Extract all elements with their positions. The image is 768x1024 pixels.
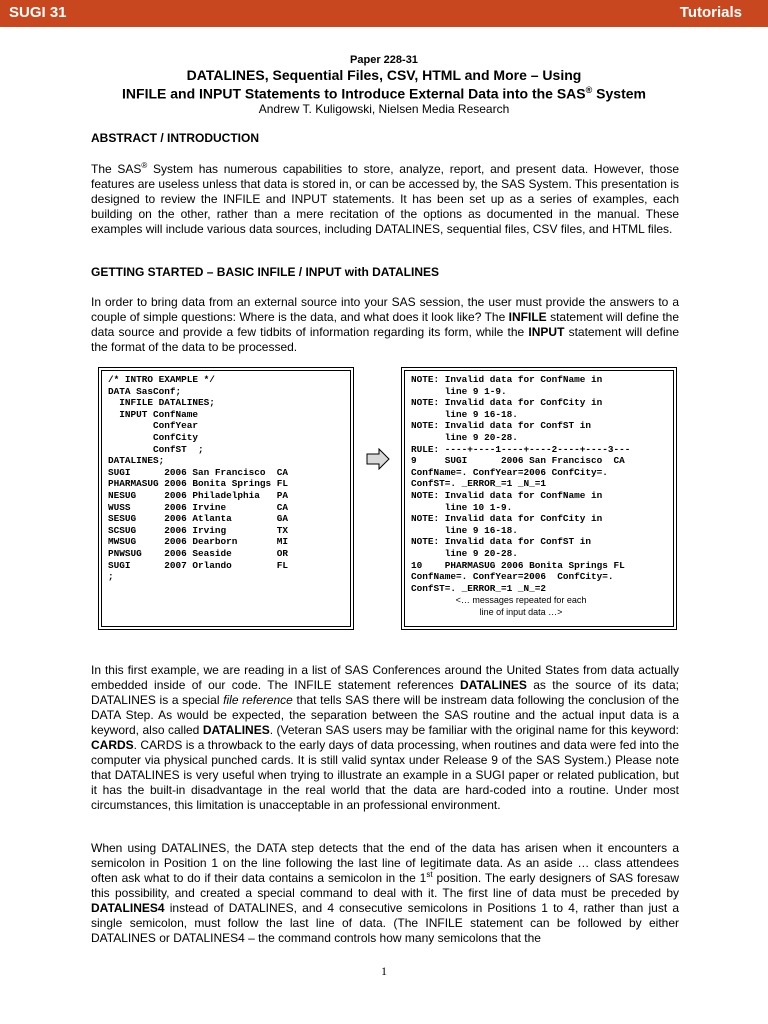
log-output: NOTE: Invalid data for ConfName in line 9 1-9. NOTE: Invalid data for ConfCity in line 9 16-18. NOTE: Invalid data for ConfST in line 9 20-28. RULE: ----+----1----+----2----+----3--- 9 SUGI 2006 San Francisco CA ConfName=. ConfYear=2006 ConfCity=. ConfST=. _ERROR_=1 _N_=1 NOTE: Invalid data for ConfName in line 10 1-9. NOTE: Invalid data for ConfCity in line 9 16-18. NOTE: Invalid data for ConfST in line 9 20-28. 10 PHARMASUG 2006 Bonita Springs FL ConfName=. ConfYear=2006 ConfCity=. ConfST=. _ERROR_=1 _N_=2	[411, 374, 631, 594]
page-number: 1	[381, 964, 387, 978]
header-bar	[0, 0, 768, 27]
log-output-box	[401, 367, 677, 630]
paper-number: Paper 228-31	[350, 54, 418, 66]
log-note-line-2: line of input data …>	[479, 607, 563, 618]
section-label: Tutorials	[679, 4, 742, 21]
conference-label: SUGI 31	[9, 4, 67, 21]
title-line-2: INFILE and INPUT Statements to Introduce External Data into the SAS® System	[122, 85, 646, 102]
author: Andrew T. Kuligowski, Nielsen Media Research	[258, 102, 510, 116]
abstract-paragraph: The SAS® System has numerous capabilities to store, analyze, report, and present data. However, those features are useless unless that data is stored in, or can be accessed by, the SAS System. This presentation is designed to review the INFILE and INPUT statements. It has been set up as a series of examples, each building on the other, rather than a mere recitation of the options as documented in the manual. These examples will include various data sources, including DATALINES, sequential files, CSV files, and HTML files.	[91, 161, 679, 236]
title-line-1: DATALINES, Sequential Files, CSV, HTML and More – Using	[186, 67, 582, 83]
getting-started-heading: GETTING STARTED – BASIC INFILE / INPUT with DATALINES	[91, 265, 439, 279]
code-example: /* INTRO EXAMPLE */ DATA SasConf; INFILE DATALINES; INPUT ConfName ConfYear ConfCity ConfST ; DATALINES; SUGI 2006 San Francisco CA PHARMASUG 2006 Bonita Springs FL NESUG 2006 Philadelphia PA WUSS 2006 Irvine CA SESUG 2006 Atlanta GA SCSUG 2006 Irving TX MWSUG 2006 Dearborn MI PNWSUG 2006 Seaside OR SUGI 2007 Orlando FL ;	[108, 374, 289, 583]
abstract-heading: ABSTRACT / INTRODUCTION	[91, 131, 259, 145]
code-example-box	[98, 367, 354, 630]
datalines4-paragraph: When using DATALINES, the DATA step detects that the end of the data has arisen when it encounters a semicolon in Position 1 on the line following the last line of legitimate data. As an aside … class attendees often ask what to do if their data contains a semicolon in the 1st position. The early designers of SAS foresaw this possibility, and created a special command to deal with it. The first line of data must be preceded by DATALINES4 instead of DATALINES, and 4 consecutive semicolons in Positions 1 to 4, rather than just a single semicolon, must follow the last line of data. (The INFILE statement can be followed by either DATALINES or DATALINES4 – the command controls how many semicolons that the	[91, 841, 679, 945]
log-note-line-1: <… messages repeated for each	[455, 595, 587, 606]
arrow-right-icon	[366, 448, 391, 470]
first-example-paragraph: In this first example, we are reading in a list of SAS Conferences around the United States from data actually embedded inside of our code. The INFILE statement references DATALINES as the source of its data; DATALINES is a special file reference that tells SAS there will be instream data following the conclusion of the DATA Step. As would be expected, the separation between the SAS routine and the actual input data is a keyword, also called DATALINES. (Veteran SAS users may be familiar with the original name for this keyword: CARDS. CARDS is a throwback to the early days of data processing, when routines and data were fed into the computer via physical punched cards. It is still valid syntax under Release 9 of the SAS System.) Please note that DATALINES is very useful when trying to illustrate an example in a SUGI paper or related publication, but it has the built-in disadvantage in the real world that the data are hard-coded into a routine. Under most circumstances, this limitation is unacceptable in an professional environment.	[91, 663, 680, 812]
getting-started-paragraph: In order to bring data from an external source into your SAS session, the user must provide the answers to a couple of simple questions: Where is the data, and what does it look like? The INFILE statement will define the data source and provide a few tidbits of information regarding its form, while the INPUT statement will define the format of the data to be processed.	[91, 295, 680, 354]
